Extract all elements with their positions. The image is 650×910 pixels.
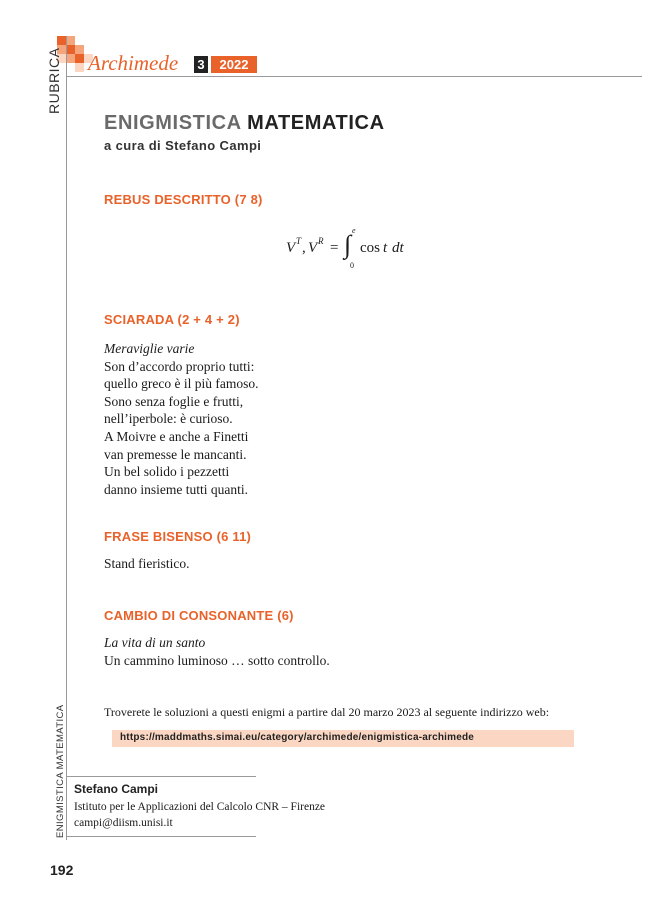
page-number: 192 [50, 862, 74, 878]
author-top-rule [66, 776, 256, 777]
sciarada-heading: SCIARADA (2 + 4 + 2) [104, 312, 240, 327]
sciarada-title: Meraviglie varie [104, 341, 195, 356]
header-rule [66, 76, 642, 77]
author-bottom-rule [66, 836, 256, 837]
poem-line: A Moivre e anche a Finetti [104, 428, 249, 444]
magazine-name: Archimede [88, 51, 179, 75]
formula-dt: dt [392, 240, 404, 256]
poem-line: van premesse le mancanti. [104, 446, 247, 462]
formula-v2: V [308, 240, 318, 256]
poem-line: danno insieme tutti quanti. [104, 481, 248, 497]
formula-cos: cos [360, 240, 380, 256]
sciarada-poem [104, 340, 258, 498]
integral-lower-limit: 0 [350, 261, 354, 270]
formula-sup1: T [296, 236, 302, 246]
author-email[interactable]: campi@diism.unisi.it [74, 817, 173, 829]
left-rule [66, 36, 67, 840]
issue-year-badge: 2022 [211, 56, 257, 73]
formula-comma: , [302, 240, 306, 256]
formula-sup2: R [318, 236, 324, 246]
author-institution: Istituto per le Applicazioni del Calcolo CNR – Firenze [74, 801, 326, 813]
rebus-heading: REBUS DESCRITTO (7 8) [104, 192, 263, 207]
article-subtitle: a cura di Stefano Campi [104, 138, 262, 153]
poem-line: Un bel solido i pezzetti [104, 464, 230, 480]
solutions-link[interactable]: https://maddmaths.simai.eu/category/archimede/enigmistica-archimede [120, 732, 475, 743]
rubric-label: RUBRICA [46, 47, 62, 114]
poem-line: nell’iperbole: è curioso. [104, 411, 233, 427]
article-title [104, 112, 385, 135]
title-part-1: ENIGMISTICA [104, 112, 241, 134]
frase-bisenso-text: Stand fieristico. [104, 556, 190, 571]
poem-line: quello greco è il più famoso. [104, 376, 259, 392]
poem-line: Son d’accordo proprio tutti: [104, 358, 255, 374]
formula-equals: = [330, 240, 339, 256]
poem-line: Sono senza foglie e frutti, [104, 393, 244, 409]
cambio-heading: CAMBIO DI CONSONANTE (6) [104, 608, 294, 623]
formula-v1: V [286, 240, 296, 256]
solutions-notice: Troverete le soluzioni a questi enigmi a partire dal 20 marzo 2023 al seguente indirizzo web: [104, 705, 550, 719]
rebus-formula [286, 228, 416, 272]
side-section-label: ENIGMISTICA MATEMATICA [55, 704, 66, 838]
issue-number-badge: 3 [194, 56, 208, 73]
frase-bisenso-heading: FRASE BISENSO (6 11) [104, 529, 252, 544]
integral-sign: ∫ [344, 230, 352, 259]
cambio-title: La vita di un santo [104, 635, 206, 650]
cambio-text: Un cammino luminoso … sotto controllo. [104, 653, 330, 668]
formula-t: t [383, 240, 388, 256]
title-part-2: MATEMATICA [247, 112, 385, 134]
author-name: Stefano Campi [74, 782, 159, 796]
integral-upper-limit: e [352, 226, 356, 235]
